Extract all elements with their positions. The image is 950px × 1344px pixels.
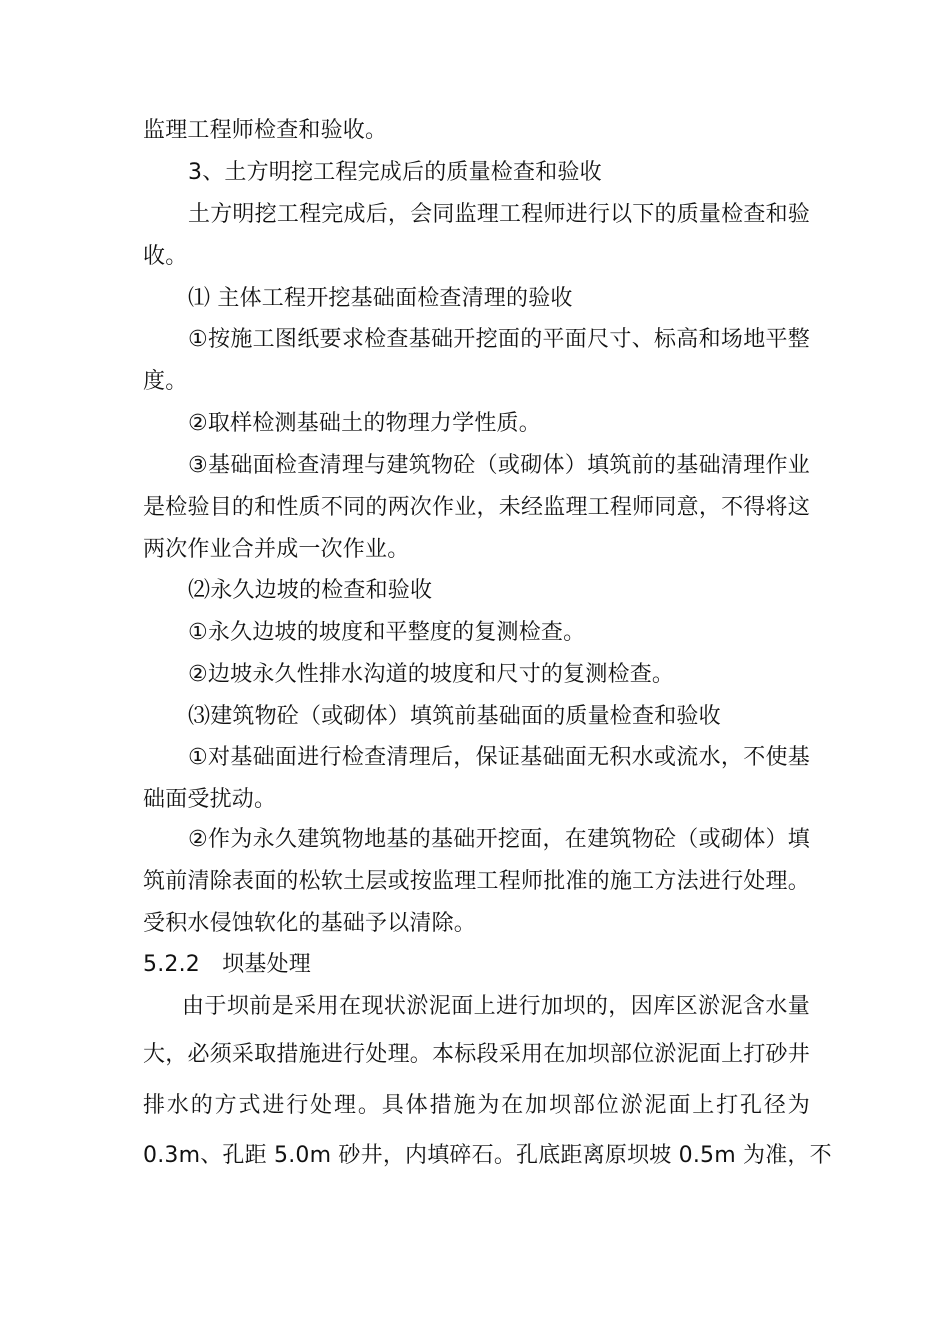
- text-line: ①对基础面进行检查清理后，保证基础面无积水或流水，不使基: [188, 745, 810, 770]
- text-line: ②取样检测基础土的物理力学性质。: [188, 411, 541, 436]
- text-line: 大，必须采取措施进行处理。本标段采用在加坝部位淤泥面上打砂井: [143, 1042, 810, 1067]
- text-line: 础面受扰动。: [143, 787, 277, 812]
- text-line: ①按施工图纸要求检查基础开挖面的平面尺寸、标高和场地平整: [188, 327, 810, 352]
- text-line: 两次作业合并成一次作业。: [143, 537, 410, 562]
- text-line: ③基础面检查清理与建筑物砼（或砌体）填筑前的基础清理作业: [188, 453, 810, 478]
- section-heading: 5.2.2 坝基处理: [143, 952, 311, 977]
- text-line: 由于坝前是采用在现状淤泥面上进行加坝的，因库区淤泥含水量: [182, 994, 810, 1019]
- subsection-heading: ⑴ 主体工程开挖基础面检查清理的验收: [188, 286, 573, 311]
- text-line: 0.3m、孔距 5.0m 砂井，内填碎石。孔底距离原坝坡 0.5m 为准，不: [143, 1143, 832, 1168]
- text-line: 度。: [143, 369, 188, 394]
- section-heading: 3、土方明挖工程完成后的质量检查和验收: [188, 160, 602, 185]
- text-line: 受积水侵蚀软化的基础予以清除。: [143, 911, 477, 936]
- text-line: 是检验目的和性质不同的两次作业，未经监理工程师同意，不得将这: [143, 495, 810, 520]
- text-line: 土方明挖工程完成后，会同监理工程师进行以下的质量检查和验: [188, 202, 810, 227]
- text-line: ①永久边坡的坡度和平整度的复测检查。: [188, 620, 586, 645]
- text-line: 筑前清除表面的松软土层或按监理工程师批准的施工方法进行处理。: [143, 869, 810, 894]
- text-line: 监理工程师检查和验收。: [143, 118, 388, 143]
- subsection-heading: ⑶建筑物砼（或砌体）填筑前基础面的质量检查和验收: [188, 704, 721, 729]
- text-line: 排水的方式进行处理。具体措施为在加坝部位淤泥面上打孔径为: [143, 1093, 810, 1118]
- subsection-heading: ⑵永久边坡的检查和验收: [188, 578, 433, 603]
- text-line: ②边坡永久性排水沟道的坡度和尺寸的复测检查。: [188, 662, 675, 687]
- text-line: 收。: [143, 244, 188, 269]
- text-line: ②作为永久建筑物地基的基础开挖面，在建筑物砼（或砌体）填: [188, 827, 810, 852]
